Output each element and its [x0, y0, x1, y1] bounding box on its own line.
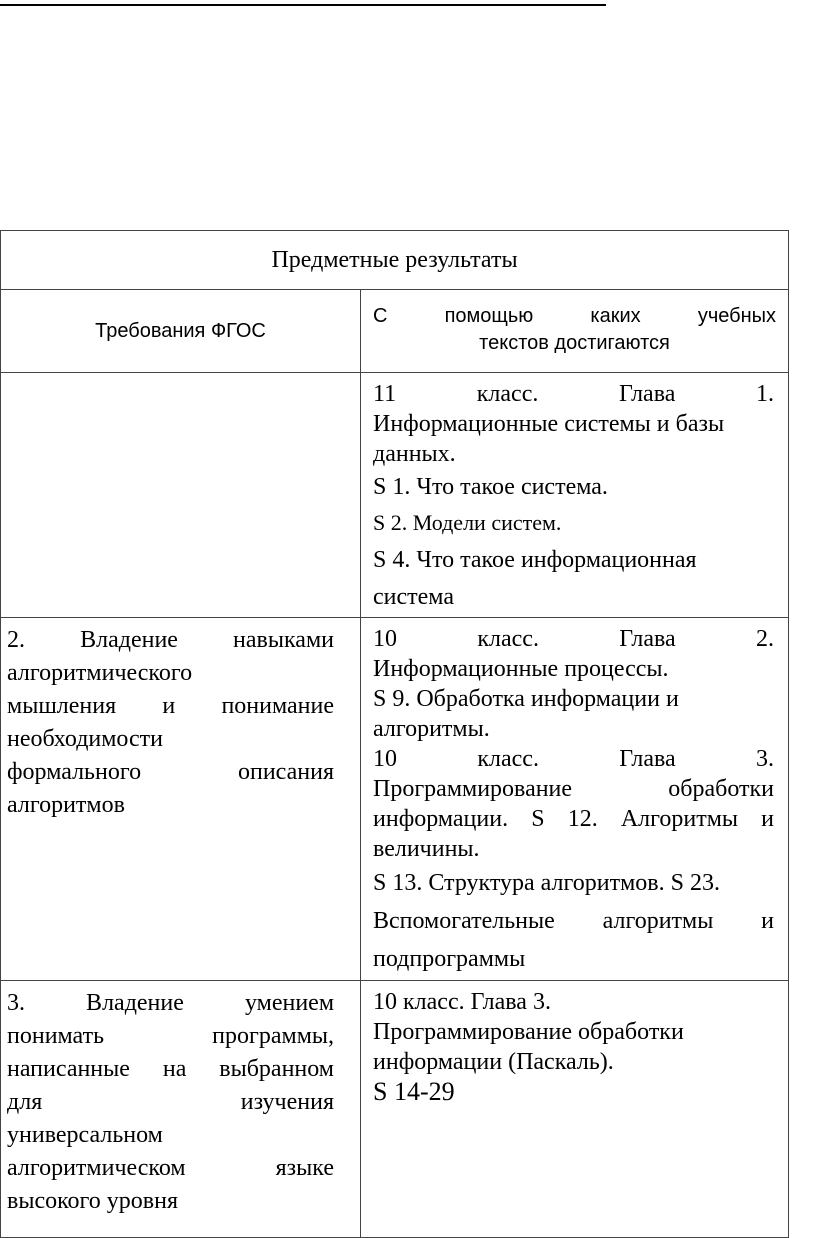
header-right-line-1: С помощью каких учебных: [373, 305, 777, 327]
text-line: Информационные процессы.: [373, 656, 669, 682]
textbook-cell: [361, 618, 789, 981]
text-line: S 2. Модели систем.: [373, 510, 562, 535]
text-line: высокого уровня: [7, 1188, 179, 1214]
requirement-cell: [1, 618, 361, 981]
text-line: алгоритмическом языке: [7, 1155, 334, 1181]
text-line: данных.: [373, 441, 456, 467]
requirement-cell-empty: [1, 373, 361, 618]
text-line: 10 класс. Глава 3.: [373, 746, 775, 772]
table-row: [1, 981, 789, 1238]
text-line: необходимости: [7, 726, 164, 752]
text-line: S 13. Структура алгоритмов. S 23.: [373, 870, 720, 896]
text-line: мышления и понимание: [7, 693, 334, 719]
text-line: алгоритмы.: [373, 716, 490, 742]
textbook-cell: [361, 373, 789, 618]
text-line: 10 класс. Глава 2.: [373, 626, 775, 652]
table-row: [1, 373, 789, 618]
text-line: алгоритмического: [7, 660, 193, 686]
text-line: S 4. Что такое информационная: [373, 547, 697, 573]
text-line: система: [373, 584, 454, 610]
table-title: Предметные результаты: [1, 231, 789, 290]
text-line: 3. Владение умением: [7, 990, 334, 1016]
table-row: [1, 618, 789, 981]
text-line: для изучения: [7, 1089, 334, 1115]
text-line: Программирование обработки: [373, 776, 775, 802]
text-line: информации (Паскаль).: [373, 1049, 614, 1075]
requirement-cell: [1, 981, 361, 1238]
text-line: подпрограммы: [373, 946, 526, 972]
text-line: 10 класс. Глава 3.: [373, 989, 551, 1015]
text-line: S 14-29: [373, 1077, 455, 1106]
text-line: Программирование обработки: [373, 1019, 684, 1045]
text-line: написанные на выбранном: [7, 1056, 334, 1082]
text-line: S 1. Что такое система.: [373, 474, 608, 500]
text-line: Вспомогательные алгоритмы и: [373, 908, 775, 934]
header-fgos-requirements: Требования ФГОС: [1, 290, 361, 373]
text-line: 11 класс. Глава 1.: [373, 381, 775, 407]
header-textbook-texts: [361, 290, 789, 373]
top-rule: [0, 0, 606, 6]
textbook-cell: [361, 981, 789, 1238]
text-line: понимать программы,: [7, 1023, 334, 1049]
text-line: формального описания: [7, 759, 334, 785]
text-line: 2. Владение навыками: [7, 627, 334, 653]
subject-results-table: [0, 230, 789, 1238]
text-line: алгоритмов: [7, 792, 125, 818]
text-line: S 9. Обработка информации и: [373, 686, 679, 712]
header-right-line-2: текстов достигаются: [479, 332, 670, 354]
text-line: универсальном: [7, 1122, 163, 1148]
text-line: величины.: [373, 836, 480, 862]
text-line: информации. S 12. Алгоритмы и: [373, 806, 775, 832]
text-line: Информационные системы и базы: [373, 411, 725, 437]
